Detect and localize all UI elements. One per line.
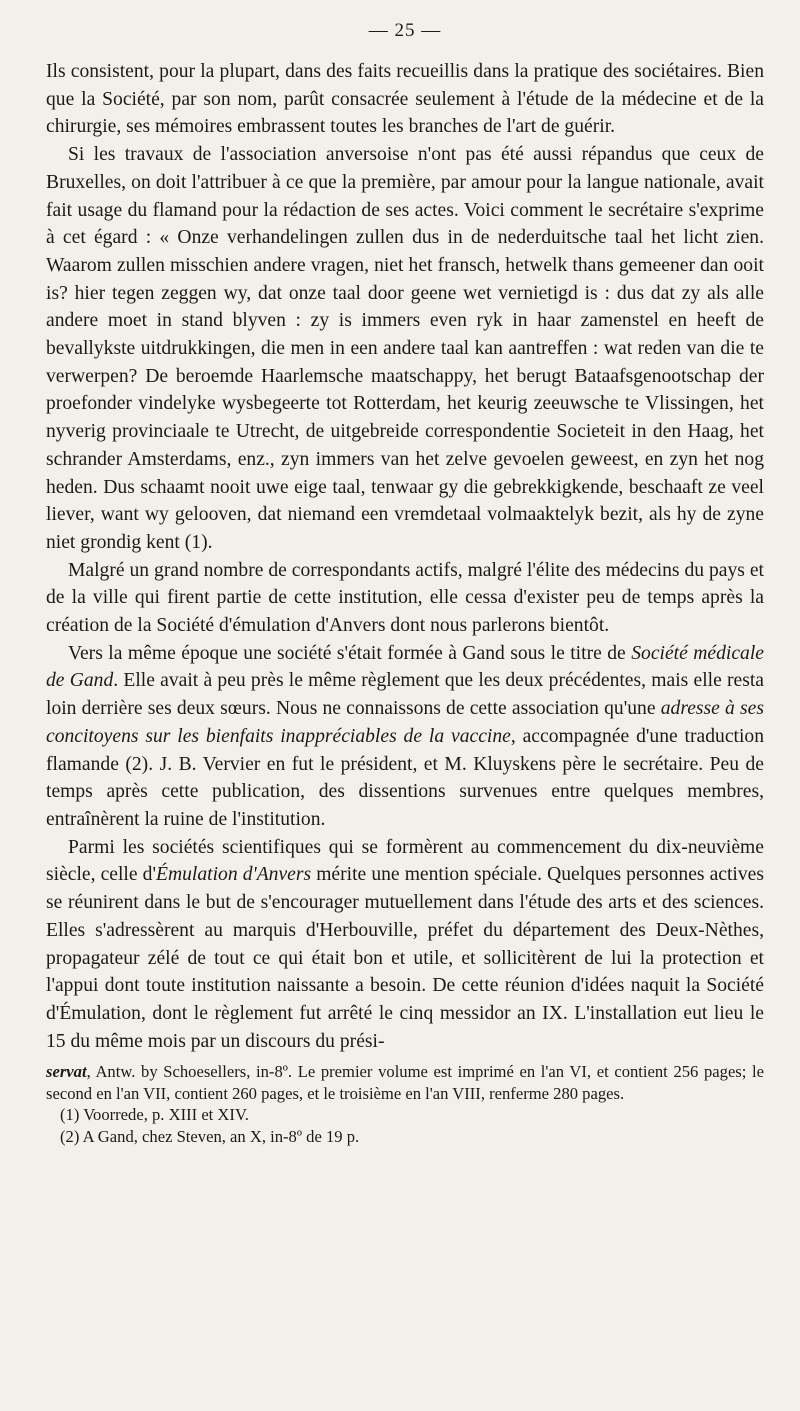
page (46, 20, 764, 1147)
paragraph-5-text-1: Parmi les sociétés scientifiques qui se formèrent au commencement du dix-neuvième siècle, celle d' (46, 836, 764, 886)
paragraph-5 (46, 834, 764, 1056)
paragraph-3: Malgré un grand nombre de correspondants actifs, malgré l'élite des médecins du pays et de la ville qui firent partie de cette institution, elle cessa d'exister peu de temps après la création de la Société d'émulation d'Anvers dont nous parlerons bientôt. (46, 559, 764, 637)
footnote-continuation-text: , Antw. by Schoesellers, in-8º. Le premier volume est imprimé en l'an VI, et contient 256 pages; le second en l'an VII, contient 260 pages, et le troisième en l'an VIII, renferme 280 pages. (46, 1062, 764, 1103)
paragraph-4-text-3: , accompagnée d'une traduction flamande (2). J. B. Vervier en fut le président, et M. Kluyskens père le secrétaire. Peu de temps après cette publication, des dissentions survenues entre quelques membres, entraînèrent la ruine de l'institution. (46, 725, 764, 830)
paragraph-5-text-2: mérite une mention spéciale. Quelques personnes actives se réunirent dans le but de s'encourager mutuellement dans l'étude des arts et des sciences. Elles s'adressèrent au marquis d'Herbouville, préfet du département des Deux-Nèthes, propagateur zélé de tout ce qui était bon et utile, et sollicitèrent de lui la protection et l'appui dont toute institution naissante a besoin. De cette réunion d'idées naquit la Société d'Émulation, dont le règlement fut arrêté le cinq messidor an IX. L'installation eut lieu le 15 du même mois par un discours du prési- (46, 864, 764, 1052)
footnote-continuation-italic: servat (46, 1062, 87, 1082)
footnote-continuation (46, 1061, 764, 1104)
paragraph-2: Si les travaux de l'association anversoise n'ont pas été aussi répandus que ceux de Bruxelles, on doit l'attribuer à ce que la première, par amour pour la langue nationale, avait fait usage du flamand pour la rédaction de ses actes. Voici comment le secrétaire s'exprime à cet égard : « Onze verhandelingen zullen dus in de nederduitsche taal het licht zien. Waarom zullen misschien andere vragen, niet het fransch, hetwelk thans gemeener dan ooit is? hier tegen zeggen wy, dat onze taal door geene wet vernietigd is : dus dat zy als alle andere moet in stand blyven : zy is immers even ryk in haar zamenstel en heeft de bevallykste uitdrukkingen, die men in een andere taal kan aantreffen : wat reden van die te verwerpen? De beroemde Haarlemsche maatschappy, het berugt Bataafsgenootschap der proefonder vindelyke wysbegeerte tot Rotterdam, het keurig zeeuwsche te Vlissingen, het nyverig provinciaale te Utrecht, de uitgebreide correspondentie Societeit in den Haag, het schrander Amsterdams, enz., zyn immers van het zelve gevoelen geweest, en zyn het nog heden. Dus schaamt nooit uwe eige taal, tenwaar gy die gebrekkigkende, beschaaft ze veel liever, want wy gelooven, dat niemand een vremdetaal volmaaktelyk bezit, als hy de zyne niet grondig kent (1). (46, 144, 764, 553)
paragraph-4-italic-title-1: Société médicale de Gand (46, 642, 764, 692)
paragraph-4-italic-title-2: adresse à ses concitoyens sur les bienfaits inappréciables de la vaccine (46, 698, 764, 747)
body-text (46, 58, 764, 1055)
paragraph-4 (46, 640, 764, 834)
paragraph-5-italic-title: Émulation d'Anvers (155, 864, 312, 886)
paragraph-4-text-2: . Elle avait à peu près le même règlement que les deux précédentes, mais elle resta loin derrière ses deux sœurs. Nous ne connaissons de cette association qu'une (46, 670, 764, 720)
paragraph-4-text-1: Vers la même époque une société s'était formée à Gand sous le titre de (68, 642, 632, 664)
paragraph-1: Ils consistent, pour la plupart, dans des faits recueillis dans la pratique des sociétaires. Bien que la Société, par son nom, parût consacrée seulement à l'étude de la médecine et de la chirurgie, ses mémoires embrassent toutes les branches de l'art de guérir. (46, 61, 764, 138)
footnote-1: (1) Voorrede, p. XIII et XIV. (60, 1105, 249, 1125)
page-number: — 25 — (368, 20, 442, 41)
footnote-2: (2) A Gand, chez Steven, an X, in-8º de 19 p. (60, 1126, 360, 1146)
footnotes (46, 1061, 764, 1147)
